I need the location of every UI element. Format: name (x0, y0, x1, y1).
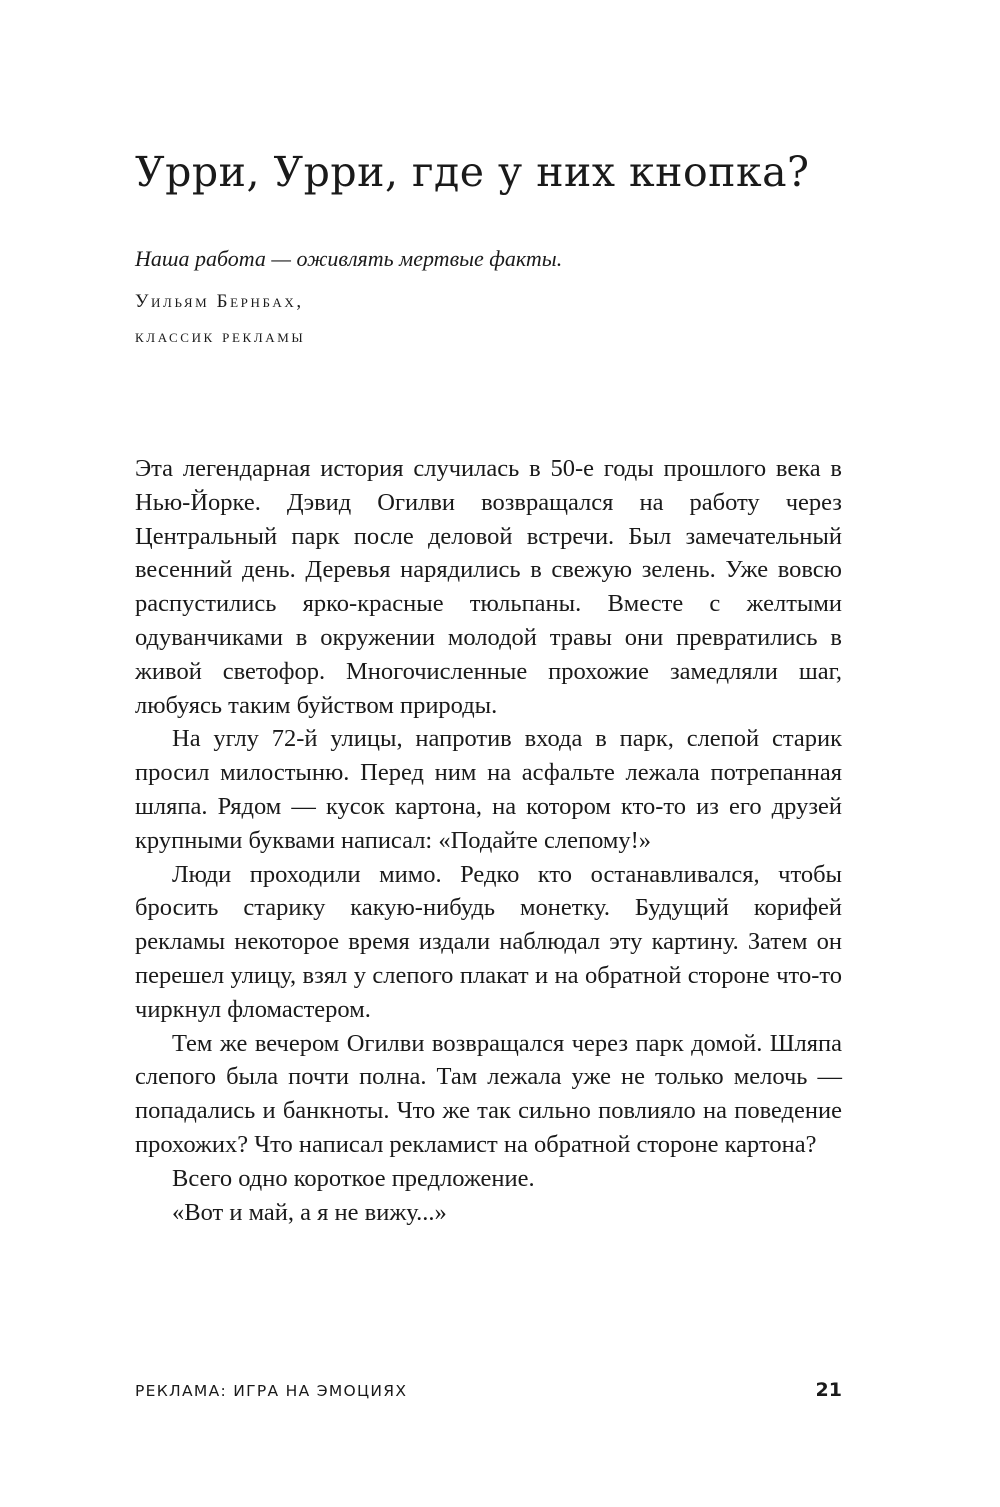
paragraph-4: Тем же вечером Огилви возвращался через парк домой. Шляпа слепого была почти полна. Там лежала уже не только мелочь — попадались и банкноты. Что же так сильно повлияло на поведение прохожих? Что написал рекламист на обратной стороне картона? (135, 1029, 842, 1158)
body-text (135, 452, 842, 1229)
page-number: 21 (815, 1379, 842, 1401)
paragraph-6: «Вот и май, а я не вижу...» (172, 1198, 447, 1226)
epigraph-author-role: классик рекламы (135, 326, 306, 347)
chapter-title: Урри, Урри, где у них кнопка? (135, 148, 810, 196)
paragraph-5: Всего одно короткое предложение. (172, 1164, 535, 1192)
epigraph-quote: Наша работа — оживлять мертвые факты. (135, 246, 563, 271)
running-title: РЕКЛАМА: ИГРА НА ЭМОЦИЯХ (135, 1382, 408, 1400)
paragraph-1: Эта легендарная история случилась в 50-е годы прошлого века в Нью-Йорке. Дэвид Огилви возвращался на работу через Центральный парк после деловой встречи. Был замечательный весенний день. Деревья нарядились в свежую зелень. Уже вовсю распустились ярко-красные тюльпаны. Вместе с желтыми одуванчиками в окружении молодой травы они превратились в живой светофор. Многочисленные прохожие замедляли шаг, любуясь таким буйством природы. (135, 455, 842, 719)
paragraph-3: Люди проходили мимо. Редко кто останавливался, чтобы бросить старику какую-нибудь монетку. Будущий корифей рекламы некоторое время издали наблюдал эту картину. Затем он перешел улицу, взял у слепого плакат и на обратной стороне что-то чиркнул фломастером. (135, 860, 842, 1023)
paragraph-2: На углу 72-й улицы, напротив входа в парк, слепой старик просил милостыню. Перед ним на асфальте лежала потрепанная шляпа. Рядом — кусок картона, на котором кто-то из его друзей крупными буквами написал: «Подайте слепому!» (135, 725, 842, 854)
epigraph-author: Уильям Бернбах, (135, 291, 304, 312)
